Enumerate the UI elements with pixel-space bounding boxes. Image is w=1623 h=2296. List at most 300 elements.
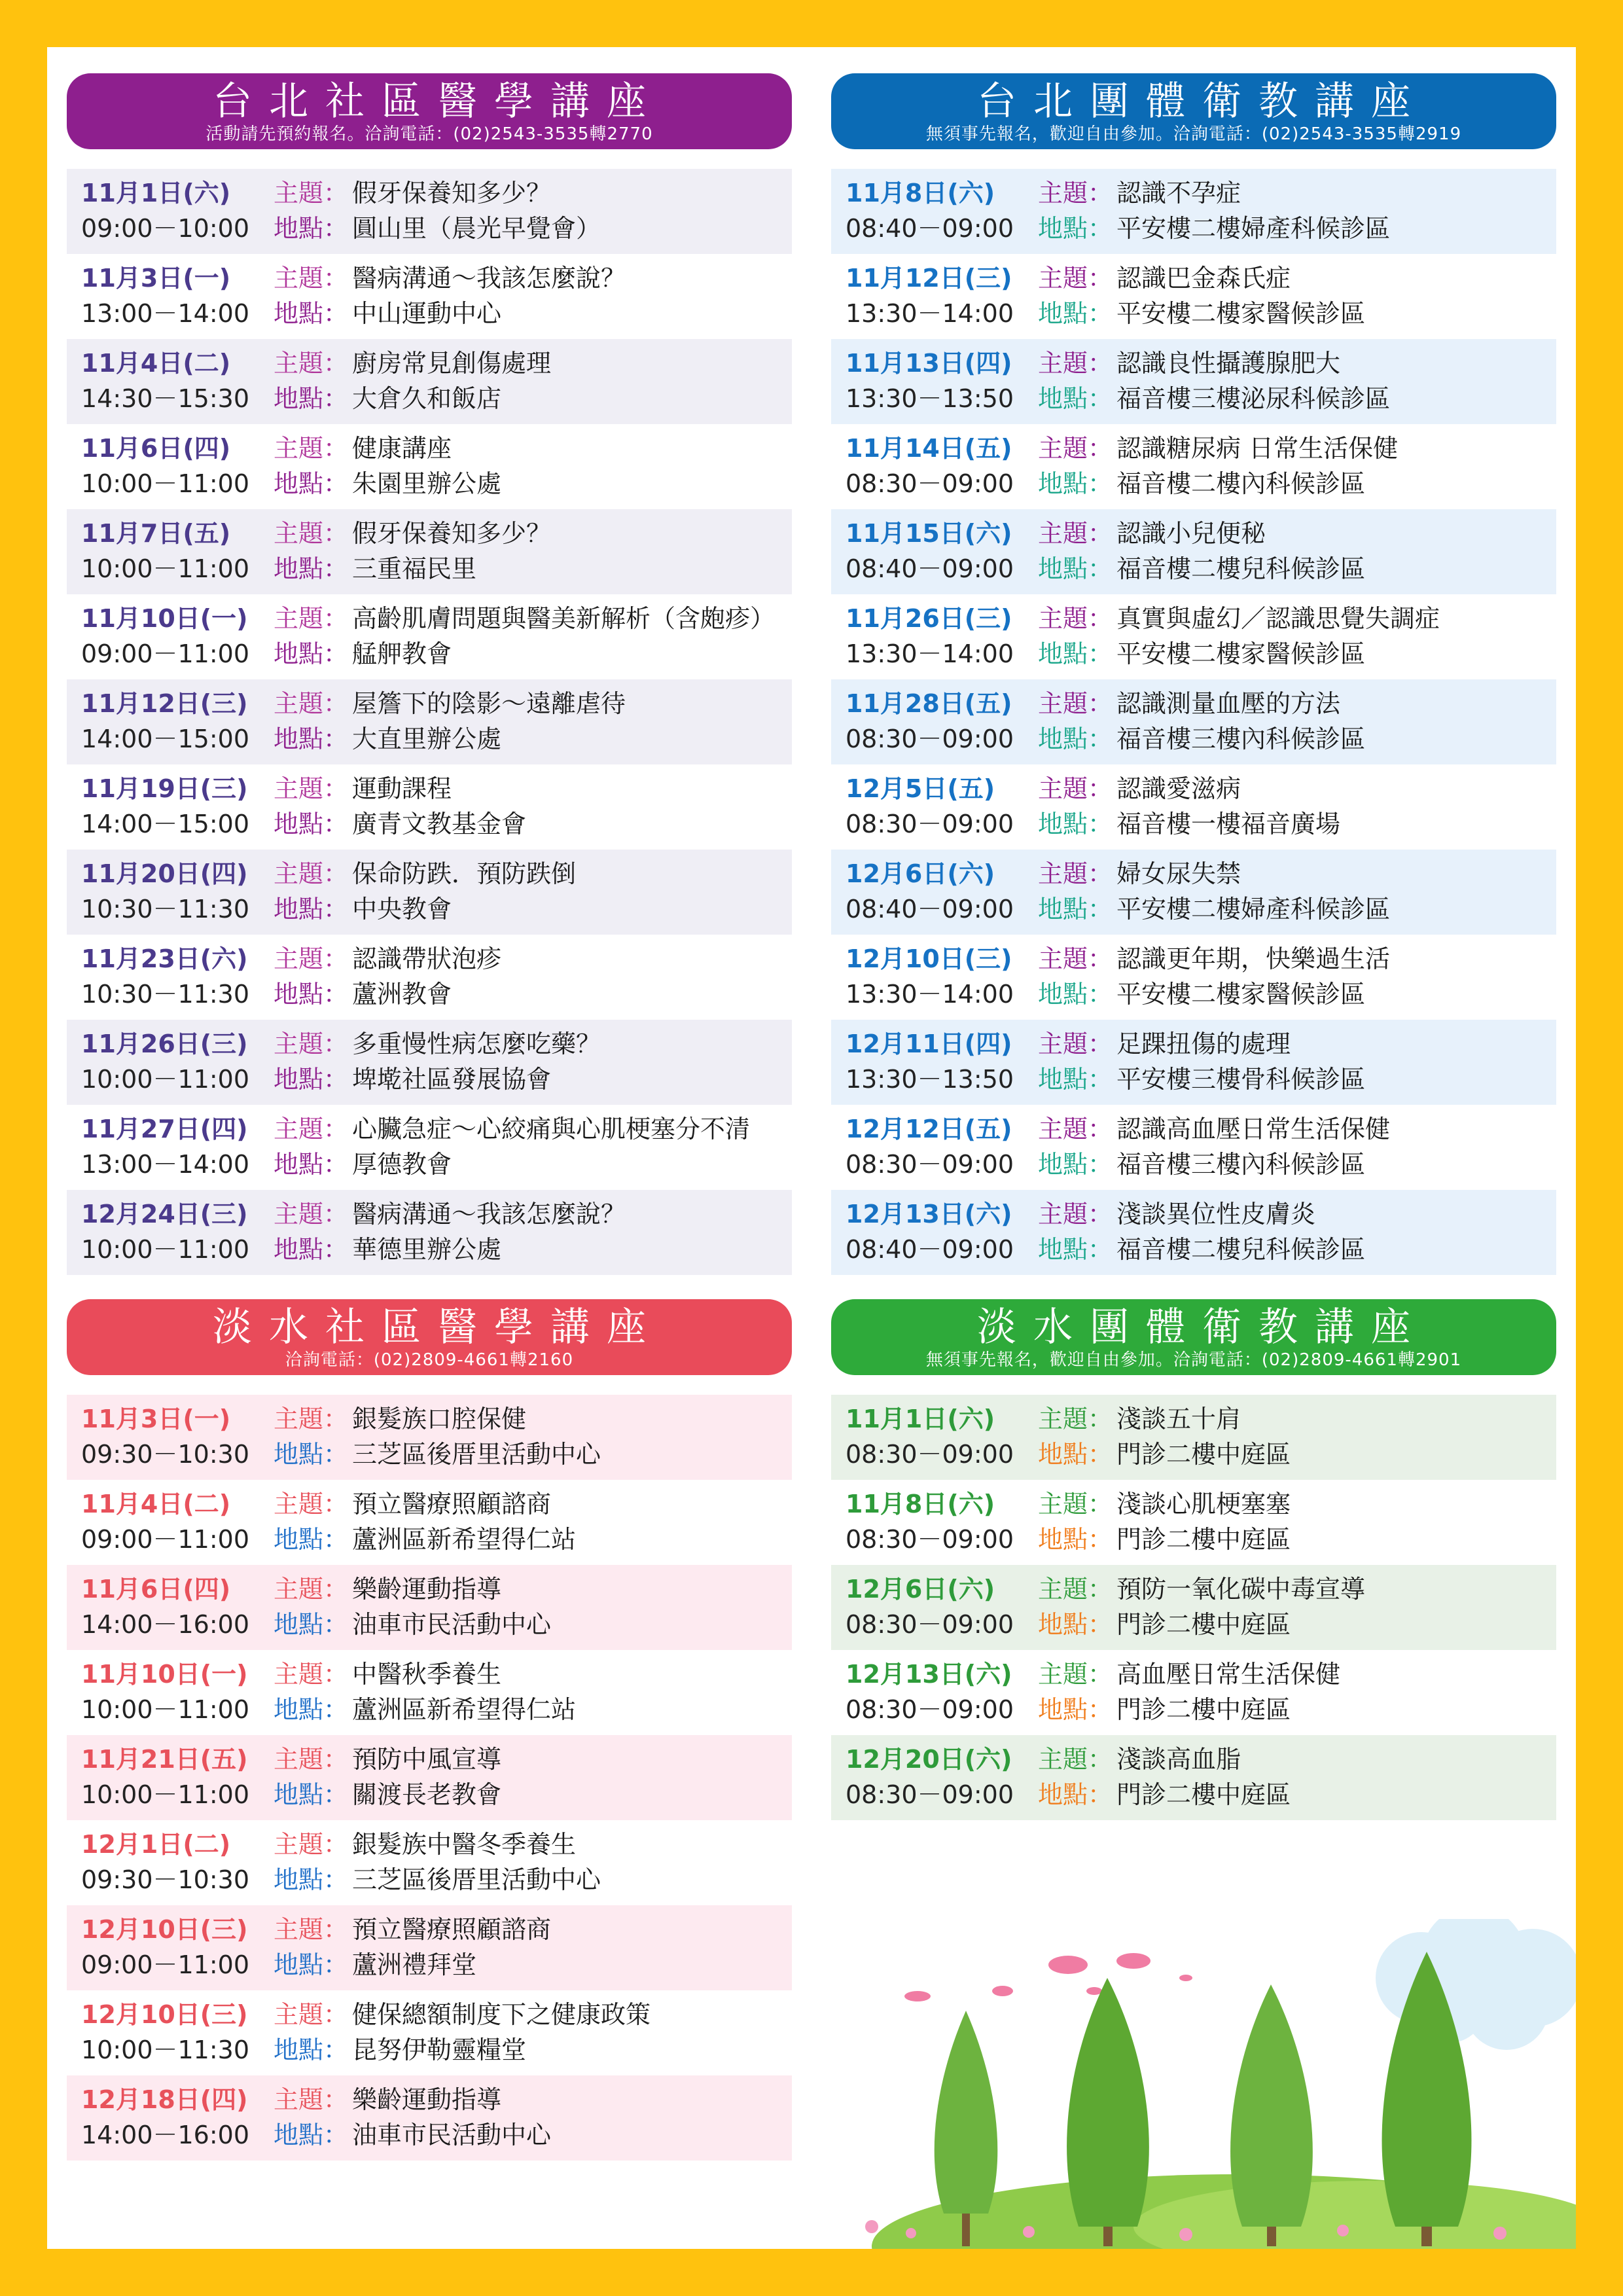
- event-date: 11月20日(四): [81, 859, 248, 888]
- location-label: [1038, 1437, 1113, 1472]
- event-location: 福音樓一樓福音廣場: [1116, 810, 1341, 838]
- event-date: 12月6日(六): [846, 859, 995, 888]
- topic-label-text: 主題: [274, 859, 324, 888]
- location-label: [274, 1862, 348, 1897]
- event-topic: 醫病溝通～我該怎麼說？: [352, 1200, 626, 1229]
- location-label-text: 地點: [1038, 1780, 1088, 1809]
- event-row: [67, 1395, 792, 1480]
- event-topic: 真實與虛幻／認識思覺失調症: [1116, 604, 1440, 633]
- event-time: 08:30－09:00: [846, 725, 1014, 753]
- topic-label-text: 主題: [274, 944, 324, 973]
- topic-label: [1038, 686, 1113, 721]
- label-colon: ：: [323, 1660, 349, 1689]
- label-colon: ：: [1088, 519, 1113, 548]
- location-label: [1038, 551, 1113, 586]
- label-colon: ：: [1088, 895, 1113, 924]
- event-time: 10:00－11:00: [81, 1780, 250, 1809]
- event-location: 朱園里辦公處: [352, 469, 502, 498]
- location-label-text: 地點: [1038, 1440, 1088, 1469]
- location-label: [274, 1692, 348, 1727]
- event-time: 09:30－10:30: [81, 1865, 250, 1894]
- event-location: 福音樓三樓內科候診區: [1116, 1150, 1366, 1179]
- event-location: 平安樓二樓家醫候診區: [1116, 980, 1366, 1009]
- topic-label: [274, 1571, 348, 1607]
- location-label-text: 地點: [274, 980, 324, 1009]
- location-label-text: 地點: [1038, 299, 1088, 328]
- label-colon: ：: [323, 2121, 349, 2149]
- label-colon: ：: [323, 1610, 349, 1639]
- location-label: [274, 1777, 348, 1812]
- event-date: 12月13日(六): [846, 1660, 1012, 1689]
- topic-label: [1038, 1111, 1113, 1147]
- event-time: 10:00－11:00: [81, 1235, 250, 1264]
- event-topic: 運動課程: [352, 774, 452, 803]
- section-subtitle: 無須事先報名，歡迎自由參加。洽詢電話：(02)2543-3535轉2919: [925, 124, 1462, 144]
- location-label: [274, 1522, 348, 1557]
- location-label-text: 地點: [274, 639, 324, 668]
- event-date: 11月26日(三): [846, 604, 1012, 633]
- event-topic: 銀髮族口腔保健: [352, 1405, 527, 1433]
- location-label: [1038, 211, 1113, 246]
- label-colon: ：: [1088, 179, 1113, 207]
- event-time: 13:00－14:00: [81, 299, 250, 328]
- label-colon: ：: [1088, 1610, 1113, 1639]
- event-date: 11月12日(三): [846, 264, 1012, 293]
- event-row: [67, 1565, 792, 1650]
- label-colon: ：: [323, 214, 349, 243]
- event-date: 11月28日(五): [846, 689, 1012, 718]
- event-location: 蘆洲教會: [352, 980, 452, 1009]
- event-date: 12月5日(五): [846, 774, 995, 803]
- event-date: 12月20日(六): [846, 1745, 1012, 1774]
- event-date: 11月13日(四): [846, 349, 1012, 378]
- location-label: [1038, 721, 1113, 757]
- label-colon: ：: [1088, 434, 1113, 463]
- event-row: [831, 509, 1556, 594]
- event-date: 11月6日(四): [81, 434, 231, 463]
- event-time: 10:00－11:00: [81, 554, 250, 583]
- event-topic: 認識高血壓日常生活保健: [1116, 1115, 1391, 1143]
- location-label-text: 地點: [1038, 1150, 1088, 1179]
- label-colon: ：: [323, 689, 349, 718]
- label-colon: ：: [1088, 1065, 1113, 1094]
- event-location: 門診二樓中庭區: [1116, 1440, 1291, 1469]
- event-location: 艋舺教會: [352, 639, 452, 668]
- label-colon: ：: [323, 264, 349, 293]
- location-label: [1038, 466, 1113, 501]
- label-colon: ：: [323, 810, 349, 838]
- location-label: [1038, 296, 1113, 331]
- event-location: 福音樓三樓內科候診區: [1116, 725, 1366, 753]
- event-topic: 多重慢性病怎麼吃藥？: [352, 1030, 601, 1058]
- topic-label: [274, 2082, 348, 2117]
- label-colon: ：: [323, 349, 349, 378]
- label-colon: ：: [1088, 349, 1113, 378]
- event-time: 09:00－11:00: [81, 639, 250, 668]
- location-label-text: 地點: [274, 1610, 324, 1639]
- location-label-text: 地點: [274, 895, 324, 924]
- topic-label: [1038, 1657, 1113, 1692]
- location-label: [274, 636, 348, 672]
- event-row: [831, 1735, 1556, 1820]
- label-colon: ：: [323, 895, 349, 924]
- event-row: [831, 764, 1556, 850]
- topic-label-text: 主題: [274, 179, 324, 207]
- topic-label-text: 主題: [274, 1660, 324, 1689]
- topic-label-text: 主題: [274, 349, 324, 378]
- location-label-text: 地點: [274, 554, 324, 583]
- event-date: 12月10日(三): [81, 1915, 248, 1944]
- event-row: [67, 254, 792, 339]
- event-location: 平安樓二樓家醫候診區: [1116, 299, 1366, 328]
- event-time: 08:40－09:00: [846, 895, 1014, 924]
- topic-label: [1038, 431, 1113, 466]
- location-label-text: 地點: [274, 2121, 324, 2149]
- label-colon: ：: [323, 725, 349, 753]
- label-colon: ：: [1088, 1440, 1113, 1469]
- event-topic: 銀髮族中醫冬季養生: [352, 1830, 577, 1859]
- location-label-text: 地點: [274, 1695, 324, 1724]
- event-time: 13:00－14:00: [81, 1150, 250, 1179]
- label-colon: ：: [1088, 264, 1113, 293]
- label-colon: ：: [1088, 725, 1113, 753]
- event-topic: 預立醫療照顧諮商: [352, 1490, 552, 1518]
- location-label: [1038, 1692, 1113, 1727]
- location-label: [1038, 1062, 1113, 1097]
- event-date: 11月10日(一): [81, 604, 248, 633]
- event-date: 12月12日(五): [846, 1115, 1012, 1143]
- event-date: 11月8日(六): [846, 179, 995, 207]
- label-colon: ：: [323, 2036, 349, 2064]
- event-date: 11月6日(四): [81, 1575, 231, 1604]
- event-topic: 足踝扭傷的處理: [1116, 1030, 1291, 1058]
- section-header: [831, 1299, 1556, 1375]
- topic-label-text: 主題: [274, 689, 324, 718]
- event-row: [831, 169, 1556, 254]
- event-time: 14:00－15:00: [81, 810, 250, 838]
- event-date: 11月4日(二): [81, 1490, 231, 1518]
- location-label-text: 地點: [1038, 1525, 1088, 1554]
- event-location: 平安樓二樓家醫候診區: [1116, 639, 1366, 668]
- event-location: 廣青文教基金會: [352, 810, 527, 838]
- section-title: 淡水團體衛教講座: [977, 1304, 1427, 1350]
- event-time: 08:40－09:00: [846, 554, 1014, 583]
- event-row: [67, 424, 792, 509]
- topic-label-text: 主題: [1038, 1030, 1088, 1058]
- location-label-text: 地點: [274, 1780, 324, 1809]
- label-colon: ：: [1088, 1745, 1113, 1774]
- event-topic: 保命防跌．預防跌倒: [352, 859, 577, 888]
- location-label-text: 地點: [1038, 1065, 1088, 1094]
- event-time: 10:00－11:00: [81, 1065, 250, 1094]
- event-time: 13:30－14:00: [846, 299, 1014, 328]
- event-date: 12月1日(二): [81, 1830, 231, 1859]
- event-time: 08:30－09:00: [846, 1695, 1014, 1724]
- event-topic: 認識糖尿病 日常生活保健: [1116, 434, 1399, 463]
- topic-label: [274, 1657, 348, 1692]
- location-label-text: 地點: [1038, 1610, 1088, 1639]
- event-time: 08:30－09:00: [846, 1440, 1014, 1469]
- topic-label-text: 主題: [1038, 519, 1088, 548]
- label-colon: ：: [1088, 214, 1113, 243]
- event-topic: 廚房常見創傷處理: [352, 349, 552, 378]
- label-colon: ：: [323, 1150, 349, 1179]
- event-row: [831, 850, 1556, 935]
- event-location: 中山運動中心: [352, 299, 502, 328]
- location-label-text: 地點: [1038, 810, 1088, 838]
- event-row: [831, 339, 1556, 424]
- location-label-text: 地點: [274, 1525, 324, 1554]
- topic-label: [1038, 1486, 1113, 1522]
- event-row: [67, 1105, 792, 1190]
- event-topic: 預防中風宣導: [352, 1745, 502, 1774]
- event-row: [831, 1190, 1556, 1275]
- event-date: 11月1日(六): [81, 179, 231, 207]
- event-topic: 淺談心肌梗塞塞: [1116, 1490, 1291, 1518]
- label-colon: ：: [1088, 689, 1113, 718]
- event-row: [67, 339, 792, 424]
- location-label-text: 地點: [1038, 384, 1088, 413]
- label-colon: ：: [1088, 639, 1113, 668]
- event-topic: 屋簷下的陰影～遠離虐待: [352, 689, 626, 718]
- section-header: [67, 73, 792, 149]
- location-label: [274, 1437, 348, 1472]
- label-colon: ：: [323, 434, 349, 463]
- label-colon: ：: [323, 944, 349, 973]
- event-time: 14:00－16:00: [81, 2121, 250, 2149]
- location-label: [274, 466, 348, 501]
- topic-label: [1038, 1571, 1113, 1607]
- event-row: [67, 1820, 792, 1905]
- location-label-text: 地點: [274, 214, 324, 243]
- topic-label-text: 主題: [274, 264, 324, 293]
- event-topic: 中醫秋季養生: [352, 1660, 502, 1689]
- event-time: 08:30－09:00: [846, 1610, 1014, 1639]
- event-row: [67, 1990, 792, 2075]
- topic-label-text: 主題: [1038, 1405, 1088, 1433]
- event-date: 11月8日(六): [846, 1490, 995, 1518]
- topic-label-text: 主題: [1038, 774, 1088, 803]
- event-row: [831, 1395, 1556, 1480]
- location-label-text: 地點: [274, 1235, 324, 1264]
- location-label: [274, 977, 348, 1012]
- event-time: 08:30－09:00: [846, 810, 1014, 838]
- location-label: [274, 211, 348, 246]
- event-time: 08:30－09:00: [846, 1525, 1014, 1554]
- location-label: [1038, 1522, 1113, 1557]
- label-colon: ：: [1088, 1780, 1113, 1809]
- topic-label-text: 主題: [274, 604, 324, 633]
- topic-label-text: 主題: [274, 1745, 324, 1774]
- event-location: 三芝區後厝里活動中心: [352, 1440, 601, 1469]
- event-topic: 假牙保養知多少？: [352, 519, 552, 548]
- event-date: 11月1日(六): [846, 1405, 995, 1433]
- topic-label-text: 主題: [1038, 689, 1088, 718]
- topic-label: [274, 1196, 348, 1232]
- topic-label: [274, 686, 348, 721]
- topic-label-text: 主題: [1038, 1575, 1088, 1604]
- label-colon: ：: [323, 1830, 349, 1859]
- location-label-text: 地點: [274, 1865, 324, 1894]
- label-colon: ：: [323, 1065, 349, 1094]
- label-colon: ：: [1088, 1115, 1113, 1143]
- label-colon: ：: [323, 1235, 349, 1264]
- topic-label: [274, 941, 348, 977]
- event-date: 11月4日(二): [81, 349, 231, 378]
- event-row: [67, 1190, 792, 1275]
- event-row: [67, 1735, 792, 1820]
- event-date: 11月23日(六): [81, 944, 248, 973]
- topic-label-text: 主題: [274, 1830, 324, 1859]
- label-colon: ：: [323, 859, 349, 888]
- event-date: 12月10日(三): [81, 2000, 248, 2029]
- event-time: 10:00－11:00: [81, 1695, 250, 1724]
- event-row: [831, 1480, 1556, 1565]
- event-row: [67, 2075, 792, 2161]
- event-time: 08:30－09:00: [846, 469, 1014, 498]
- event-time: 08:40－09:00: [846, 214, 1014, 243]
- event-location: 門診二樓中庭區: [1116, 1780, 1291, 1809]
- event-time: 13:30－14:00: [846, 980, 1014, 1009]
- event-location: 埤墘社區發展協會: [352, 1065, 552, 1094]
- event-location: 三重福民里: [352, 554, 477, 583]
- location-label: [274, 296, 348, 331]
- topic-label: [1038, 1742, 1113, 1777]
- event-row: [67, 850, 792, 935]
- event-topic: 健保總額制度下之健康政策: [352, 2000, 651, 2029]
- event-time: 08:40－09:00: [846, 1235, 1014, 1264]
- label-colon: ：: [1088, 1030, 1113, 1058]
- event-location: 大直里辦公處: [352, 725, 502, 753]
- topic-label-text: 主題: [274, 2085, 324, 2114]
- event-location: 蘆洲區新希望得仁站: [352, 1695, 577, 1724]
- event-time: 14:00－15:00: [81, 725, 250, 753]
- label-colon: ：: [1088, 604, 1113, 633]
- event-date: 12月24日(三): [81, 1200, 248, 1229]
- event-topic: 認識良性攝護腺肥大: [1116, 349, 1341, 378]
- topic-label-text: 主題: [1038, 349, 1088, 378]
- topic-label: [1038, 346, 1113, 381]
- event-topic: 醫病溝通～我該怎麼說？: [352, 264, 626, 293]
- event-topic: 認識不孕症: [1116, 179, 1241, 207]
- event-row: [831, 424, 1556, 509]
- event-location: 平安樓二樓婦產科候診區: [1116, 214, 1391, 243]
- section-header: [67, 1299, 792, 1375]
- label-colon: ：: [323, 299, 349, 328]
- topic-label-text: 主題: [274, 1490, 324, 1518]
- label-colon: ：: [323, 554, 349, 583]
- event-location: 油車市民活動中心: [352, 2121, 552, 2149]
- event-topic: 認識巴金森氏症: [1116, 264, 1291, 293]
- label-colon: ：: [1088, 1200, 1113, 1229]
- topic-label: [274, 1912, 348, 1947]
- location-label-text: 地點: [274, 1440, 324, 1469]
- topic-label: [274, 1111, 348, 1147]
- event-row: [67, 1650, 792, 1735]
- topic-label-text: 主題: [274, 1915, 324, 1944]
- topic-label-text: 主題: [274, 774, 324, 803]
- event-row: [831, 254, 1556, 339]
- topic-label: [1038, 175, 1113, 211]
- topic-label: [274, 1486, 348, 1522]
- label-colon: ：: [323, 774, 349, 803]
- event-row: [67, 1020, 792, 1105]
- event-location: 平安樓二樓婦產科候診區: [1116, 895, 1391, 924]
- label-colon: ：: [323, 1405, 349, 1433]
- event-list: [831, 169, 1556, 1275]
- topic-label: [1038, 601, 1113, 636]
- topic-label: [274, 431, 348, 466]
- topic-label: [274, 1827, 348, 1862]
- event-time: 13:30－13:50: [846, 1065, 1014, 1094]
- label-colon: ：: [323, 1745, 349, 1774]
- section-subtitle: 洽詢電話：(02)2809-4661轉2160: [285, 1350, 574, 1370]
- section-title: 台北團體衛教講座: [977, 79, 1427, 124]
- location-label: [1038, 1607, 1113, 1642]
- event-location: 蘆洲禮拜堂: [352, 1950, 477, 1979]
- location-label-text: 地點: [1038, 469, 1088, 498]
- label-colon: ：: [323, 2000, 349, 2029]
- event-topic: 認識帶狀泡疹: [352, 944, 502, 973]
- label-colon: ：: [1088, 1235, 1113, 1264]
- event-list: [67, 1395, 792, 2161]
- location-label: [274, 721, 348, 757]
- event-topic: 樂齡運動指導: [352, 2085, 502, 2114]
- location-label: [274, 1607, 348, 1642]
- topic-label: [274, 1026, 348, 1062]
- label-colon: ：: [1088, 1695, 1113, 1724]
- event-location: 門診二樓中庭區: [1116, 1525, 1291, 1554]
- tree-scenery-illustration: [780, 1919, 1576, 2249]
- location-label: [274, 381, 348, 416]
- label-colon: ：: [1088, 1525, 1113, 1554]
- event-row: [67, 594, 792, 679]
- event-location: 厚德教會: [352, 1150, 452, 1179]
- section-subtitle: 活動請先預約報名。洽詢電話：(02)2543-3535轉2770: [205, 124, 653, 144]
- event-location: 圓山里（晨光早覺會）: [352, 214, 601, 243]
- label-colon: ：: [323, 639, 349, 668]
- location-label: [274, 2117, 348, 2153]
- location-label-text: 地點: [274, 1065, 324, 1094]
- location-label-text: 地點: [1038, 725, 1088, 753]
- event-location: 門診二樓中庭區: [1116, 1695, 1291, 1724]
- location-label: [1038, 1777, 1113, 1812]
- location-label-text: 地點: [1038, 980, 1088, 1009]
- event-location: 華德里辦公處: [352, 1235, 502, 1264]
- event-time: 10:30－11:30: [81, 980, 250, 1009]
- event-location: 大倉久和飯店: [352, 384, 502, 413]
- event-row: [831, 1105, 1556, 1190]
- tamsui-community-section: [67, 1299, 792, 2161]
- topic-label: [274, 516, 348, 551]
- event-topic: 預立醫療照顧諮商: [352, 1915, 552, 1944]
- location-label: [1038, 381, 1113, 416]
- label-colon: ：: [1088, 1490, 1113, 1518]
- topic-label-text: 主題: [274, 1030, 324, 1058]
- event-row: [831, 1565, 1556, 1650]
- event-topic: 認識測量血壓的方法: [1116, 689, 1341, 718]
- event-date: 11月7日(五): [81, 519, 231, 548]
- location-label: [1038, 806, 1113, 842]
- location-label: [1038, 977, 1113, 1012]
- location-label: [1038, 636, 1113, 672]
- event-location: 福音樓二樓兒科候診區: [1116, 554, 1366, 583]
- taipei-community-section: [67, 73, 792, 1275]
- topic-label: [1038, 1026, 1113, 1062]
- event-location: 油車市民活動中心: [352, 1610, 552, 1639]
- location-label-text: 地點: [274, 725, 324, 753]
- event-date: 11月26日(三): [81, 1030, 248, 1058]
